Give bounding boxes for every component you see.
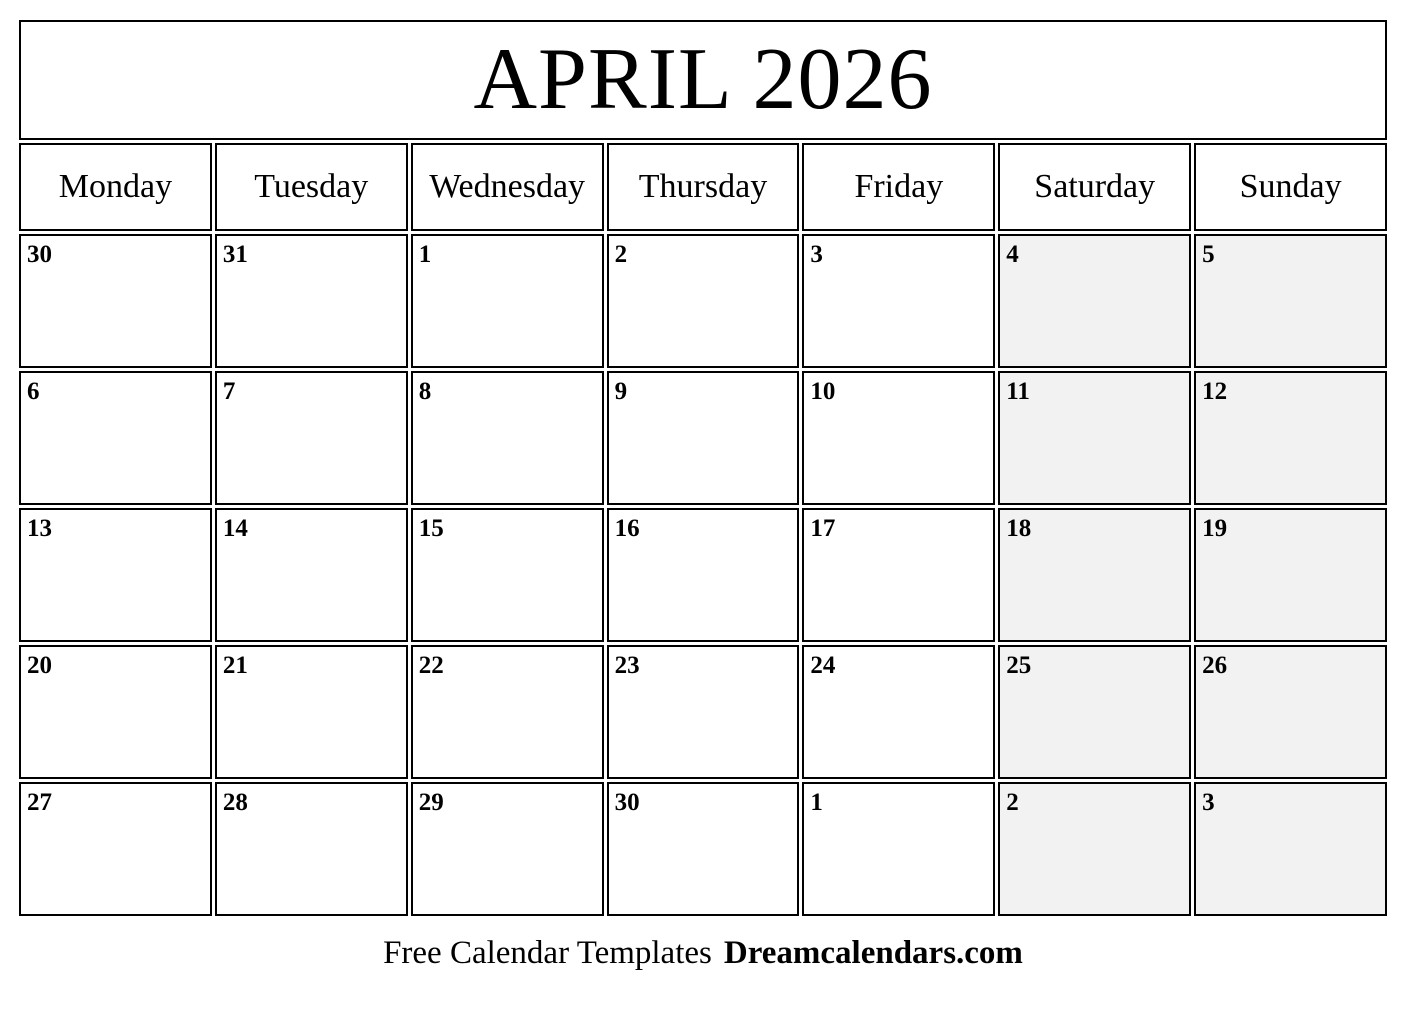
day-cell: 3 bbox=[1194, 782, 1387, 916]
weekday-header-friday: Friday bbox=[802, 143, 995, 231]
day-cell: 2 bbox=[607, 234, 800, 368]
day-cell: 2 bbox=[998, 782, 1191, 916]
day-cell: 8 bbox=[411, 371, 604, 505]
footer-brand: Dreamcalendars.com bbox=[723, 935, 1023, 971]
day-cell: 27 bbox=[19, 782, 212, 916]
day-cell: 11 bbox=[998, 371, 1191, 505]
day-cell: 15 bbox=[411, 508, 604, 642]
calendar-page bbox=[19, 0, 1387, 972]
calendar-title: APRIL 2026 bbox=[473, 31, 933, 128]
weekday-header-tuesday: Tuesday bbox=[215, 143, 408, 231]
day-cell: 14 bbox=[215, 508, 408, 642]
day-cell: 17 bbox=[802, 508, 995, 642]
day-cell: 18 bbox=[998, 508, 1191, 642]
day-cell: 28 bbox=[215, 782, 408, 916]
weekday-header-thursday: Thursday bbox=[607, 143, 800, 231]
day-cell: 30 bbox=[607, 782, 800, 916]
day-cell: 3 bbox=[802, 234, 995, 368]
day-cell: 22 bbox=[411, 645, 604, 779]
day-cell: 7 bbox=[215, 371, 408, 505]
weekday-header-saturday: Saturday bbox=[998, 143, 1191, 231]
day-cell: 31 bbox=[215, 234, 408, 368]
day-cell: 19 bbox=[1194, 508, 1387, 642]
weekday-header-sunday: Sunday bbox=[1194, 143, 1387, 231]
day-cell: 23 bbox=[607, 645, 800, 779]
day-cell: 20 bbox=[19, 645, 212, 779]
day-cell: 30 bbox=[19, 234, 212, 368]
calendar-grid bbox=[19, 234, 1387, 916]
day-cell: 9 bbox=[607, 371, 800, 505]
day-cell: 4 bbox=[998, 234, 1191, 368]
day-cell: 25 bbox=[998, 645, 1191, 779]
day-cell: 5 bbox=[1194, 234, 1387, 368]
day-cell: 24 bbox=[802, 645, 995, 779]
day-cell: 16 bbox=[607, 508, 800, 642]
day-cell: 21 bbox=[215, 645, 408, 779]
day-cell: 10 bbox=[802, 371, 995, 505]
day-cell: 26 bbox=[1194, 645, 1387, 779]
day-cell: 13 bbox=[19, 508, 212, 642]
weekday-header-row bbox=[19, 143, 1387, 231]
day-cell: 6 bbox=[19, 371, 212, 505]
weekday-header-wednesday: Wednesday bbox=[411, 143, 604, 231]
weekday-header-monday: Monday bbox=[19, 143, 212, 231]
day-cell: 12 bbox=[1194, 371, 1387, 505]
calendar-title-box bbox=[19, 20, 1387, 140]
footer-text: Free Calendar Templates bbox=[383, 935, 712, 971]
day-cell: 1 bbox=[411, 234, 604, 368]
footer bbox=[19, 935, 1387, 972]
day-cell: 1 bbox=[802, 782, 995, 916]
day-cell: 29 bbox=[411, 782, 604, 916]
